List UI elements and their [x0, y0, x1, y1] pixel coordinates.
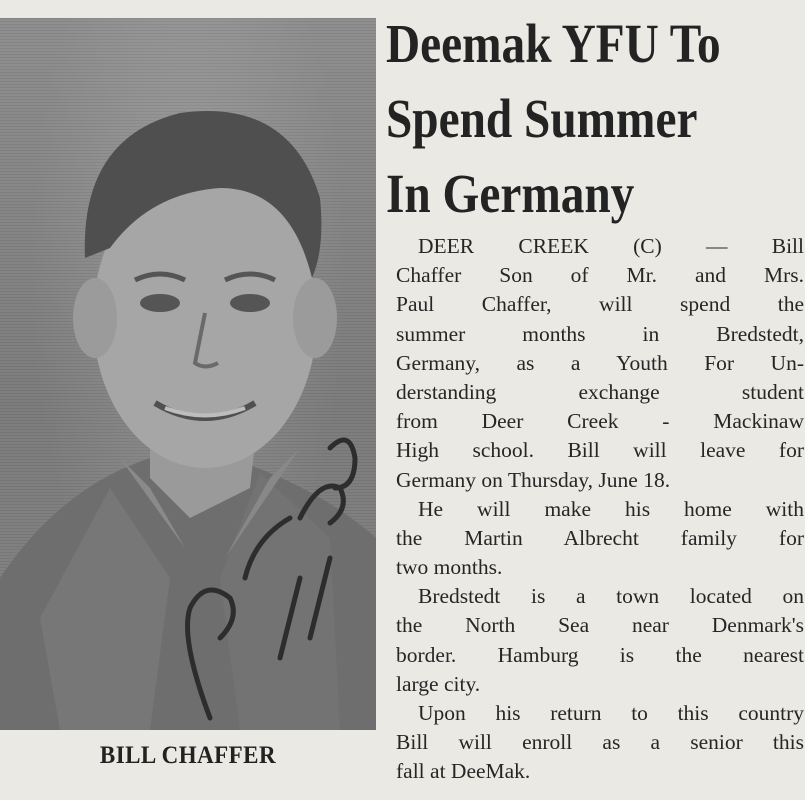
body-line: two months. [396, 555, 503, 580]
headline-line-2: Spend Summer [386, 88, 698, 149]
body-line: from Deer Creek - Mackinaw [396, 409, 804, 434]
body-line: the North Sea near Denmark's [396, 613, 804, 638]
body-line: summer months in Bredstedt, [396, 321, 804, 346]
body-line: Upon his return to this country [418, 701, 804, 725]
body-line: border. Hamburg is the nearest [396, 642, 804, 667]
body-line: the Martin Albrecht family for [396, 525, 804, 550]
body-line: Chaffer Son of Mr. and Mrs. [396, 263, 804, 288]
headline-line-1: Deemak YFU To [386, 13, 721, 74]
photo-caption: BILL CHAFFER [99, 742, 277, 769]
body-line: DEER CREEK (C) — Bill [418, 234, 804, 258]
body-line: large city. [396, 671, 481, 696]
portrait-photo [0, 18, 376, 730]
body-line: Paul Chaffer, will spend the [396, 292, 804, 317]
portrait-illustration [0, 18, 376, 730]
headline-line-3: In Germany [386, 163, 635, 224]
body-line: He will make his home with [418, 496, 804, 521]
body-line: fall at DeeMak. [396, 759, 531, 784]
article-body [396, 232, 804, 787]
body-line: Germany, as a Youth For Un- [396, 350, 804, 375]
body-line: derstanding exchange student [396, 379, 804, 404]
body-line: Bredstedt is a town located on [418, 584, 804, 609]
body-line: Bill will enroll as a senior this [396, 730, 804, 755]
article-headline [386, 6, 804, 231]
body-line: High school. Bill will leave for [396, 438, 804, 463]
body-line: Germany on Thursday, June 18. [396, 467, 671, 492]
